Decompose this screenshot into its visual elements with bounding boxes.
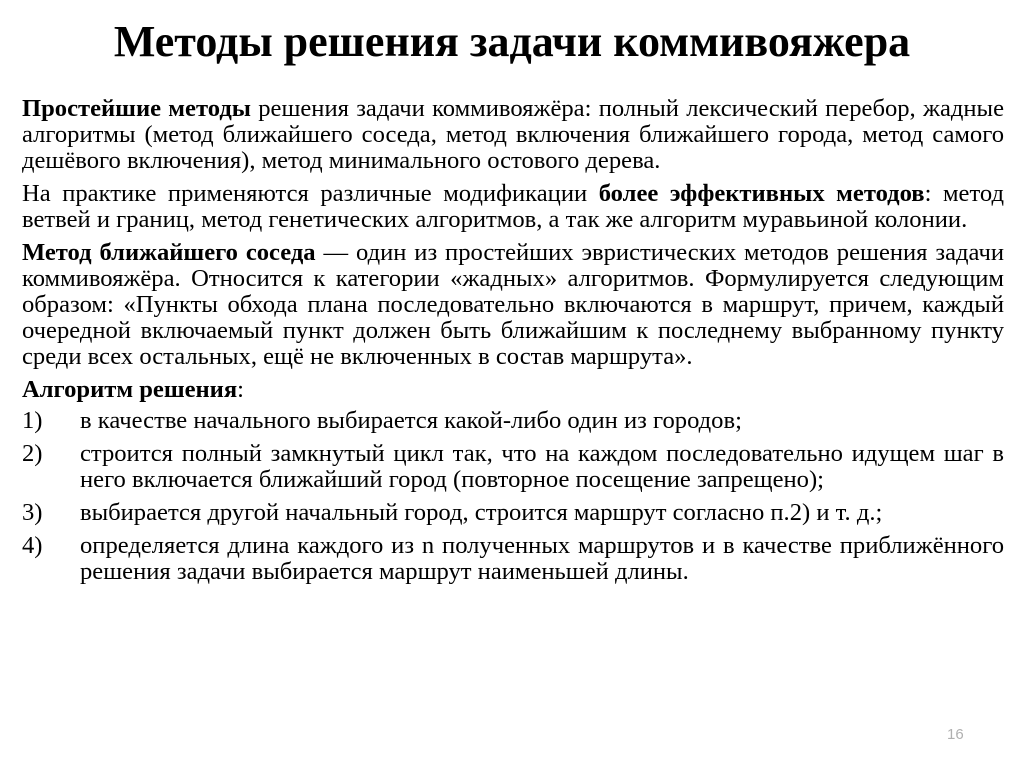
paragraph-simple-methods: [22, 96, 1004, 174]
algorithm-heading: [22, 377, 1004, 403]
list-number: 4): [22, 532, 43, 559]
paragraph-effective-methods: [22, 181, 1004, 233]
slide-title: Методы решения задачи коммивояжера: [113, 17, 911, 66]
bold-algorithm: Алгоритм решения: [22, 376, 238, 403]
list-text: в качестве начального выбирается какой-либо один из городов;: [80, 407, 742, 434]
bold-simple-methods: Простейшие методы: [22, 95, 251, 122]
nearest-neighbor-text: — один из простейших эвристических методов решения задачи коммивояжёра. Относится к категории «жадных» алгоритмов. Формулируется следующим образом: «Пункты обхода плана последовательно включаются в маршрут, причем, каждый очередной включаемый пункт должен быть ближайшим к последнему выбранному пункту среди всех остальных, ещё не включенных в состав маршрута».: [22, 239, 1004, 370]
paragraph-nearest-neighbor: [22, 240, 1004, 370]
page-number: 16: [947, 726, 964, 743]
list-text: выбирается другой начальный город, строится маршрут согласно п.2) и т. д.;: [80, 499, 883, 526]
list-item: [22, 500, 1004, 526]
list-number: 3): [22, 499, 43, 526]
list-text: определяется длина каждого из n полученных маршрутов и в качестве приближённого решения задачи выбирается маршрут наименьшей длины.: [80, 532, 1004, 585]
list-item: [22, 441, 1004, 493]
simple-methods-text: решения задачи коммивояжёра: полный лексический перебор, жадные алгоритмы (метод ближайшего соседа, метод включения ближайшего города, метод самого дешёвого включения), метод минимального остового дерева.: [22, 95, 1004, 174]
bold-nearest-neighbor: Метод ближайшего соседа: [22, 239, 316, 266]
slide-content: [22, 96, 1004, 592]
effective-methods-text: : метод ветвей и границ, метод генетических алгоритмов, а так же алгоритм муравьиной колонии.: [22, 180, 1004, 233]
algorithm-colon: :: [237, 376, 245, 403]
bold-effective-methods: более эффективных методов: [598, 180, 925, 207]
list-item: [22, 408, 1004, 434]
list-number: 2): [22, 440, 43, 467]
list-text: строится полный замкнутый цикл так, что на каждом последовательно идущем шаг в него включается ближайший город (повторное посещение запрещено);: [80, 440, 1004, 493]
list-item: [22, 533, 1004, 585]
effective-methods-intro: На практике применяются различные модификации: [22, 180, 599, 207]
list-number: 1): [22, 407, 43, 434]
